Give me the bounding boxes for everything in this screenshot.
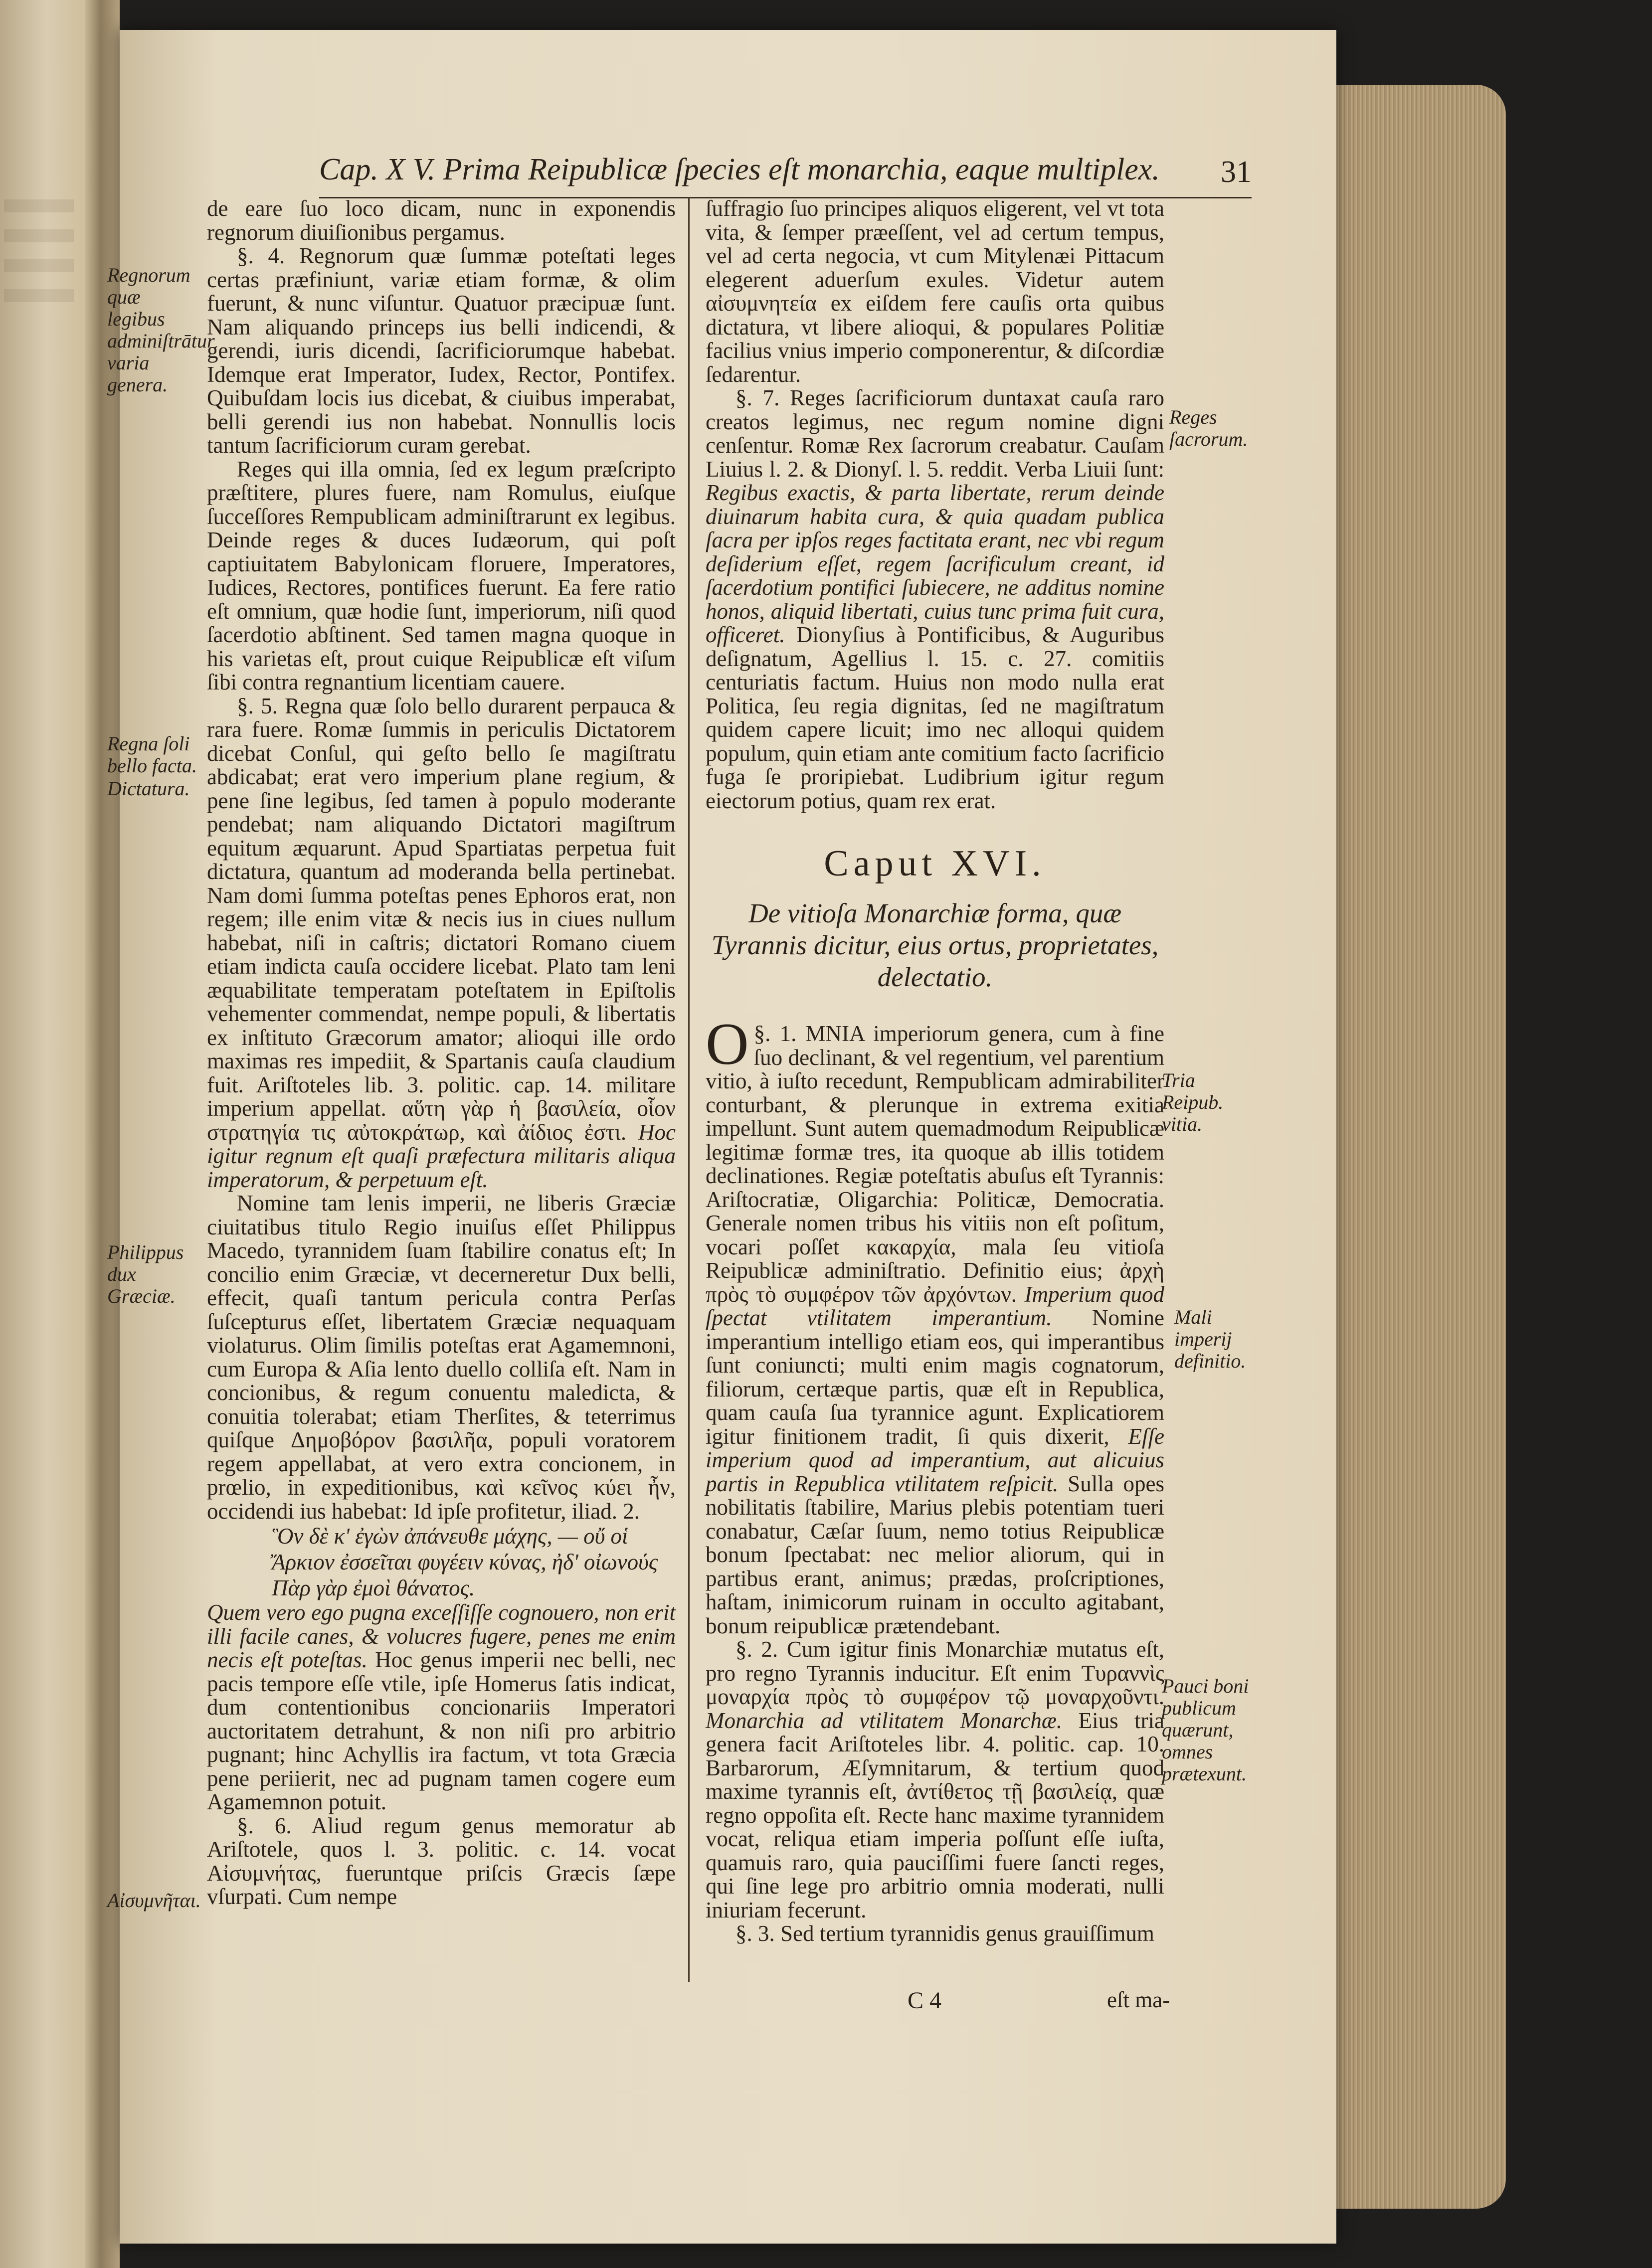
margin-note: Regna ſoli bello facta. xyxy=(107,732,197,777)
margin-note: Regnorum quæ legibus adminiſtrātur varia genera. xyxy=(107,264,215,396)
paragraph-sec-4: §. 4. Regnorum quæ ſummæ poteſtati leges certas præfiniunt, variæ etiam formæ, & olim fuerunt, & nunc viſuntur. Quatuor præcipuæ ſunt. Nam aliquando princeps ius belli indicendi, & gerendi, iuris dicendi, ſacrificiorumque habebat. Idemque erat Imperator, Iudex, Rector, Pontifex. Quibuſdam locis ius dicebat, & ciuibus imperabat, belli gerendi ius non habebat. Nonnullis locis tantum ſacrificiorum curam gerebat. xyxy=(207,243,676,458)
margin-note: Mali imperij definitio. xyxy=(1174,1306,1246,1372)
chapter-title: Caput XVI. xyxy=(824,843,1046,884)
margin-note: Αἰσυμνῆται. xyxy=(107,1889,201,1912)
paragraph: Nomine tam lenis imperii, ne liberis Græciæ ciuitatibus titulo Regio inuiſus eſſet Philippus Macedo, tyrannidem ſuam ſtabilire conatus eſt; In concilio enim Græciæ, vt decerneretur Dux belli, effecit, quaſi tantum pericula contra Perſas ſuſcepturus eſſet, libertatem Græciæ nequaquam violaturus. Olim ſimilis poteſtas erat Agamemnoni, cum Europa & Aſia lento duello colliſa eſt. Nam in concionibus, & regum conuentu maledicta, & conuitia tolerabat; etiam Therſites, & teterrimus quiſque Δημοβόρον βασιλῆα, populi voratorem regem appellabat, at vero extra concionem, in prœlio, in expeditionibus, καὶ κεῖνος κύει ἦν, occidendi ius habebat: Id ipſe profitetur, iliad. 2. xyxy=(207,1191,676,1524)
greek-quotation xyxy=(272,1523,676,1601)
paragraph-sec-1: §. 1. O MNIA imperiorum genera, cum à fine ſuo declinant, & vel regentium, vel parentium vitio, à iuſto recedunt, Rempublicam admirabiliter conturbant, & plerunque in extrema exitia impellunt. Sunt autem quemadmodum Reipublicæ legitimæ formæ tres, ita quoque ab illis totidem declinationes. Regiæ poteſtatis abuſus eſt Tyrannis: Ariſtocratiæ, Oligarchia: Politicæ, Democratia. Generale nomen tribus his vitiis non eſt poſitum, vocari poſſet κακαρχία, mala ſeu vitioſa Reipublicæ adminiſtratio. Definitio eius; ἀρχὴ πρὸς τὸ συμφέρον τῶν ἀρχόντων. Imperium quod ſpectat vtilitatem imperantium. Nomine imperantium intelligo etiam eos, qui imperantibus ſunt coniuncti; multi enim magis cognatorum, filiorum, certæque partis, quæ eſt in Republica, quam cauſa ſua tyrannice agunt. Explicatiorem igitur finitionem tradit, ſi quis dixerit, Eſſe imperium quod ad imperantium, aut alicuius partis in Republica vtilitatem reſpicit. Sulla opes nobilitatis ſtabilire, Marius plebis potentiam tueri conabatur, Cæſar ſuum, nemo totius Reipublicæ bonum ſpectabat: nec melior aliorum, qui in partibus erant, animus; prædas, proſcriptiones, haſtam, inimicorum ruinam in occulto agitabant, bonum reipublicæ prætendebant. xyxy=(706,1011,1165,1638)
running-head-title: Cap. X V. Prima Reipublicæ ſpecies eſt monarchia, eaque multiplex. xyxy=(319,153,1160,186)
paragraph: de eare ſuo loco dicam, nunc in exponendis regnorum diuiſionibus pergamus. xyxy=(207,196,676,245)
signature-mark: C 4 xyxy=(908,1987,942,2014)
margin-note: Reges ſacrorum. xyxy=(1169,406,1248,450)
running-head xyxy=(319,152,1252,198)
background xyxy=(1506,0,1652,2268)
italic-translation: Hoc igitur regnum eſt quaſi præfectura militaris aliqua imperatorum, & perpetuum eſt. xyxy=(207,1119,676,1192)
paragraph-sec-2: §. 2. Cum igitur finis Monarchiæ mutatus eſt, pro regno Tyrannis inducitur. Eſt enim Τυραννὶς μοναρχία πρὸς τὸ συμφέρον τῷ μοναρχοῦντι. Monarchia ad vtilitatem Monarchæ. Eius tria genera facit Ariſtoteles libr. 4. politic. cap. 10. Barbarorum, Æſymnitarum, & tertium quod maxime tyrannis eſt, ἀντίθετος τῇ βασιλείᾳ, quæ regno oppoſita eſt. Recte hanc maxime tyrannidem vocat, reliqua etiam imperia poſſunt eſſe iuſta, quamuis raro, quia pauciſſimi fuere ſancti reges, qui ſine lege pro arbitrio omnia moderati, nulli iniuriam fecerunt. xyxy=(706,1637,1165,1922)
greek-line: Ὃν δὲ κ' ἐγὼν ἀπάνευθε μάχης, — οὔ οἱ xyxy=(272,1524,628,1549)
paragraph: Reges qui illa omnia, ſed ex legum præſcripto præſtitere, plures fuere, nam Romulus, eiuſque ſucceſſores Rempublicam adminiſtrarunt ex legibus. Deinde reges & duces Iudæorum, qui poſt captiuitatem Babylonicam floruere, Imperatores, Iudices, Rectores, pontifices fuerunt. Ea fere ratio eſt omnium, quæ hodie ſunt, imperiorum, niſi quod ſacerdotio abſtinent. Sed tamen magna quoque in his varietas eſt, prout cuique Reipublicæ eſt viſum ſibi contra regnantium licentiam cauere. xyxy=(207,456,676,695)
paragraph-sec-3: §. 3. Sed tertium tyrannidis genus grauiſſimum xyxy=(735,1921,1154,1946)
page-number: 31 xyxy=(1221,155,1252,189)
margin-note: Pauci boni publicum quærunt, omnes prætexunt. xyxy=(1162,1675,1249,1785)
drop-cap: O xyxy=(706,1011,749,1077)
left-column xyxy=(207,197,676,1909)
facing-page-edge xyxy=(0,0,85,2268)
right-column-lower xyxy=(706,1011,1165,1946)
chapter-subtitle: De vitioſa Monarchiæ forma, quæ Tyrannis dicitur, eius ortus, proprietates, delectatio. xyxy=(711,898,1159,992)
margin-note: Dictatura. xyxy=(107,777,190,800)
margin-note: Philippus dux Græciæ. xyxy=(107,1241,184,1307)
right-column-upper xyxy=(706,197,1164,813)
paragraph-sec-6: §. 6. Aliud regum genus memoratur ab Ariſtotele, quos l. 3. politic. c. 14. vocat Αἰσυμνήτας, fueruntque priſcis Græcis ſæpe vſurpati. Cum nempe xyxy=(207,1813,676,1909)
paragraph-sec-5: §. 5. Regna quæ ſolo bello durarent perpauca & rara fuere. Romæ ſummis in periculis Dictatorem dicebat Conſul, qui geſto bello ſe magiſtratu abdicabat; erat vero imperium plane regium, & pene ſine legibus, ſed tamen à populo moderante pendebat; nam aliquando Dictatori magiſtrum equitum æquarunt. Apud Spartiatas perpetua fuit dictatura, quantum ad moderanda bella pertinebat. Nam domi ſumma poteſtas penes Ephoros erat, non regem; ille enim vitæ & necis ius in ciues nullum habebat, niſi in caſtris; dictatori Romano ciuem etiam indicta cauſa occidere licebat. Plato tam leni æquabilitate temperatam poteſtatem in Epiſtolis vehementer commendat, nempe populi, & libertatis ex inſtituto Græcorum amator; alioqui ille ordo maximas res impediit, & Spartanis cauſa claudium fuit. Ariſtoteles lib. 3. politic. cap. 14. militare imperium appellat. αὕτη γὰρ ἡ βασιλεία, οἷον στρατηγία τις αὐτοκράτωρ, καὶ ἀίδιος ἐστι. Hoc igitur regnum eſt quaſi præfectura militaris aliqua imperatorum, & perpetuum eſt. xyxy=(207,693,676,1192)
paragraph: Quem vero ego pugna exceſſiſſe cognouero, non erit illi facile canes, & volucres fugere, penes me enim necis eſt poteſtas. Hoc genus imperii nec belli, nec pacis tempore eſſe vtile, ipſe Homerus ſatis indicat, dum contentionibus concionariis Imperatori auctoritatem detrahunt, & non niſi pro arbitrio pugnant; hinc Achyllis ira factum, vt tota Græcia pene periierit, nec ad pugnam tamen cogere eum Agamemnon potuit. xyxy=(207,1600,676,1814)
paragraph: ſuffragio ſuo principes aliquos eligerent, vel vt tota vita, & ſemper præeſſent, vel ad certum tempus, vel ad certa negocia, vt cum Mitylenæi Pittacum elegerent aduerſum exules. Videtur autem αἰσυμνητεία ex eiſdem fere cauſis orta quibus dictatura, vt libere alioqui, & populares Politiæ facilius vnius imperio componerentur, & diſcordiæ ſedarentur. xyxy=(706,196,1164,387)
paragraph-sec-7: §. 7. Reges ſacrificiorum duntaxat cauſa raro creatos legimus, nec regum nomine digni cenſentur. Romæ Rex ſacrorum creabatur. Cauſam Liuius l. 2. & Dionyſ. l. 5. reddit. Verba Liuii ſunt: Regibus exactis, & parta libertate, rerum deinde diuinarum habita cura, & quia quadam publica ſacra per ipſos reges factitata erant, nec vbi regum deſiderium eſſet, regem ſacrificulum creant, id ſacerdotium pontifici ſubiecere, ne additus nomine honos, aliquid libertati, cuius tunc prima fuit cura, officeret. Dionyſius à Pontificibus, & Auguribus deſignatum, Agellius l. 15. c. 27. comitiis centuriatis factum. Huius non modo nulla erat Politica, ſeu regia dignitas, ſed ne magiſtratum quidem capere licuit; imo nec alloqui quidem populum, quin etiam ante comitium facto ſacrificio fuga ſe proripiebat. Ludibrium igitur regum eiectorum potius, quam rex erat. xyxy=(706,385,1165,813)
greek-line: Ἄρκιον ἐσσεῖται φυγέειν κύνας, ἠδ' οἰωνούς xyxy=(272,1550,658,1574)
catchword: eſt ma- xyxy=(1107,1987,1170,2012)
greek-line: Πὰρ γὰρ ἐμοὶ θάνατος. xyxy=(272,1575,475,1600)
column-divider xyxy=(688,197,690,1982)
margin-note: Tria Reipub. vitia. xyxy=(1162,1069,1224,1135)
